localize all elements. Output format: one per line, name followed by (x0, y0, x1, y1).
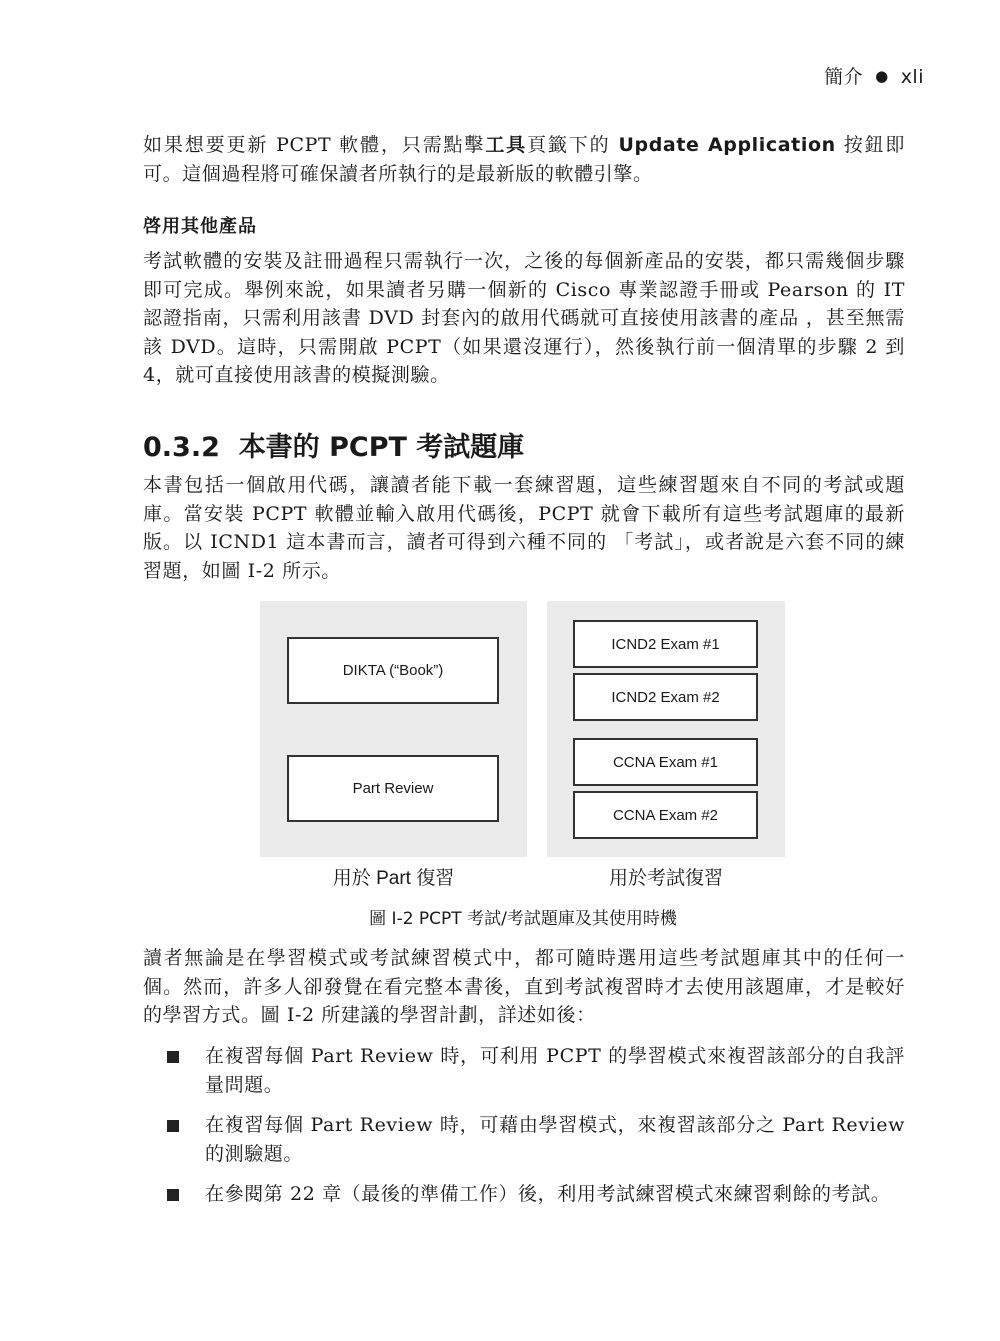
ccna-exam-2-box: CCNA Exam #2 (573, 791, 758, 839)
ccna-exam-1-box: CCNA Exam #1 (573, 738, 758, 786)
figure-caption: 圖 I-2 PCPT 考試/考試題庫及其使用時機 (369, 909, 677, 929)
square-bullet-icon (167, 1189, 179, 1201)
list-item: 在複習每個 Part Review 時，可利用 PCPT 的學習模式來複習該部分的自我評量問題。 (205, 1045, 905, 1096)
intro-paragraph (143, 131, 905, 188)
part-review-label: 用於 Part 復習 (332, 868, 455, 889)
exam-review-panel (547, 601, 785, 857)
section-number: 0.3.2 (143, 432, 220, 463)
question-bank-paragraph: 本書包括一個啟用代碼，讓讀者能下載一套練習題，這些練習題來自不同的考試或題庫。當安裝 PCPT 軟體並輸入啟用代碼後，PCPT 就會下載所有這些考試題庫的最新版。以 ICND1 這本書而言，讀者可得到六種不同的 「考試」，或者說是六套不同的練習題，如圖 I-2 所示。 (143, 474, 905, 582)
bullet-dot-icon: ● (875, 67, 889, 85)
tools-menu-name: 工具 (485, 134, 528, 156)
page-number: xli (900, 66, 924, 88)
part-review-panel (260, 601, 527, 857)
update-application-name: Update Application (618, 134, 836, 156)
section-title: 本書的 PCPT 考試題庫 (238, 432, 525, 463)
square-bullet-icon (167, 1120, 179, 1132)
icnd2-exam-1-box: ICND2 Exam #1 (573, 620, 758, 668)
list-item: 在複習每個 Part Review 時，可藉由學習模式，來複習該部分之 Part Review 的測驗題。 (205, 1114, 905, 1165)
section-heading (143, 425, 524, 464)
dikta-box: DIKTA (“Book”) (287, 637, 499, 704)
subheading-activate-products: 啓用其他產品 (143, 216, 257, 237)
part-review-box: Part Review (287, 755, 499, 822)
square-bullet-icon (167, 1051, 179, 1063)
running-head (824, 62, 924, 89)
study-modes-paragraph: 讀者無論是在學習模式或考試練習模式中，都可隨時選用這些考試題庫其中的任何一個。然而，許多人卻發覺在看完整本書後，直到考試複習時才去使用該題庫，才是較好的學習方式。圖 I-2 所建議的學習計劃，詳述如後： (143, 947, 905, 1026)
figure-i-2 (260, 601, 786, 891)
icnd2-exam-2-box: ICND2 Exam #2 (573, 673, 758, 721)
intro-text-1: 如果想要更新 PCPT 軟體，只需點擊 (143, 134, 486, 156)
list-item: 在參閱第 22 章（最後的準備工作）後，利用考試練習模式來練習剩餘的考試。 (205, 1183, 891, 1205)
running-head-section: 簡介 (824, 66, 864, 88)
intro-text-3: 按鈕即可。這個過程將可確保讀者所執行的是最新版的軟體引擎。 (143, 134, 906, 185)
intro-text-2: 頁籤下的 (527, 134, 611, 156)
exam-review-label: 用於考試復習 (608, 868, 723, 889)
activation-paragraph: 考試軟體的安裝及註冊過程只需執行一次，之後的每個新產品的安裝，都只需幾個步驟即可完成。舉例來說，如果讀者另購一個新的 Cisco 專業認證手冊或 Pearson 的 IT 認證指南，只需利用該書 DVD 封套內的啟用代碼就可直接使用該書的產品 ，甚至無需該 DVD。這時，只需開啟 PCPT（如果還沒運行），然後執行前一個清單的步驟 2 到 4，就可直接使用該書的模擬測驗。 (143, 250, 905, 386)
